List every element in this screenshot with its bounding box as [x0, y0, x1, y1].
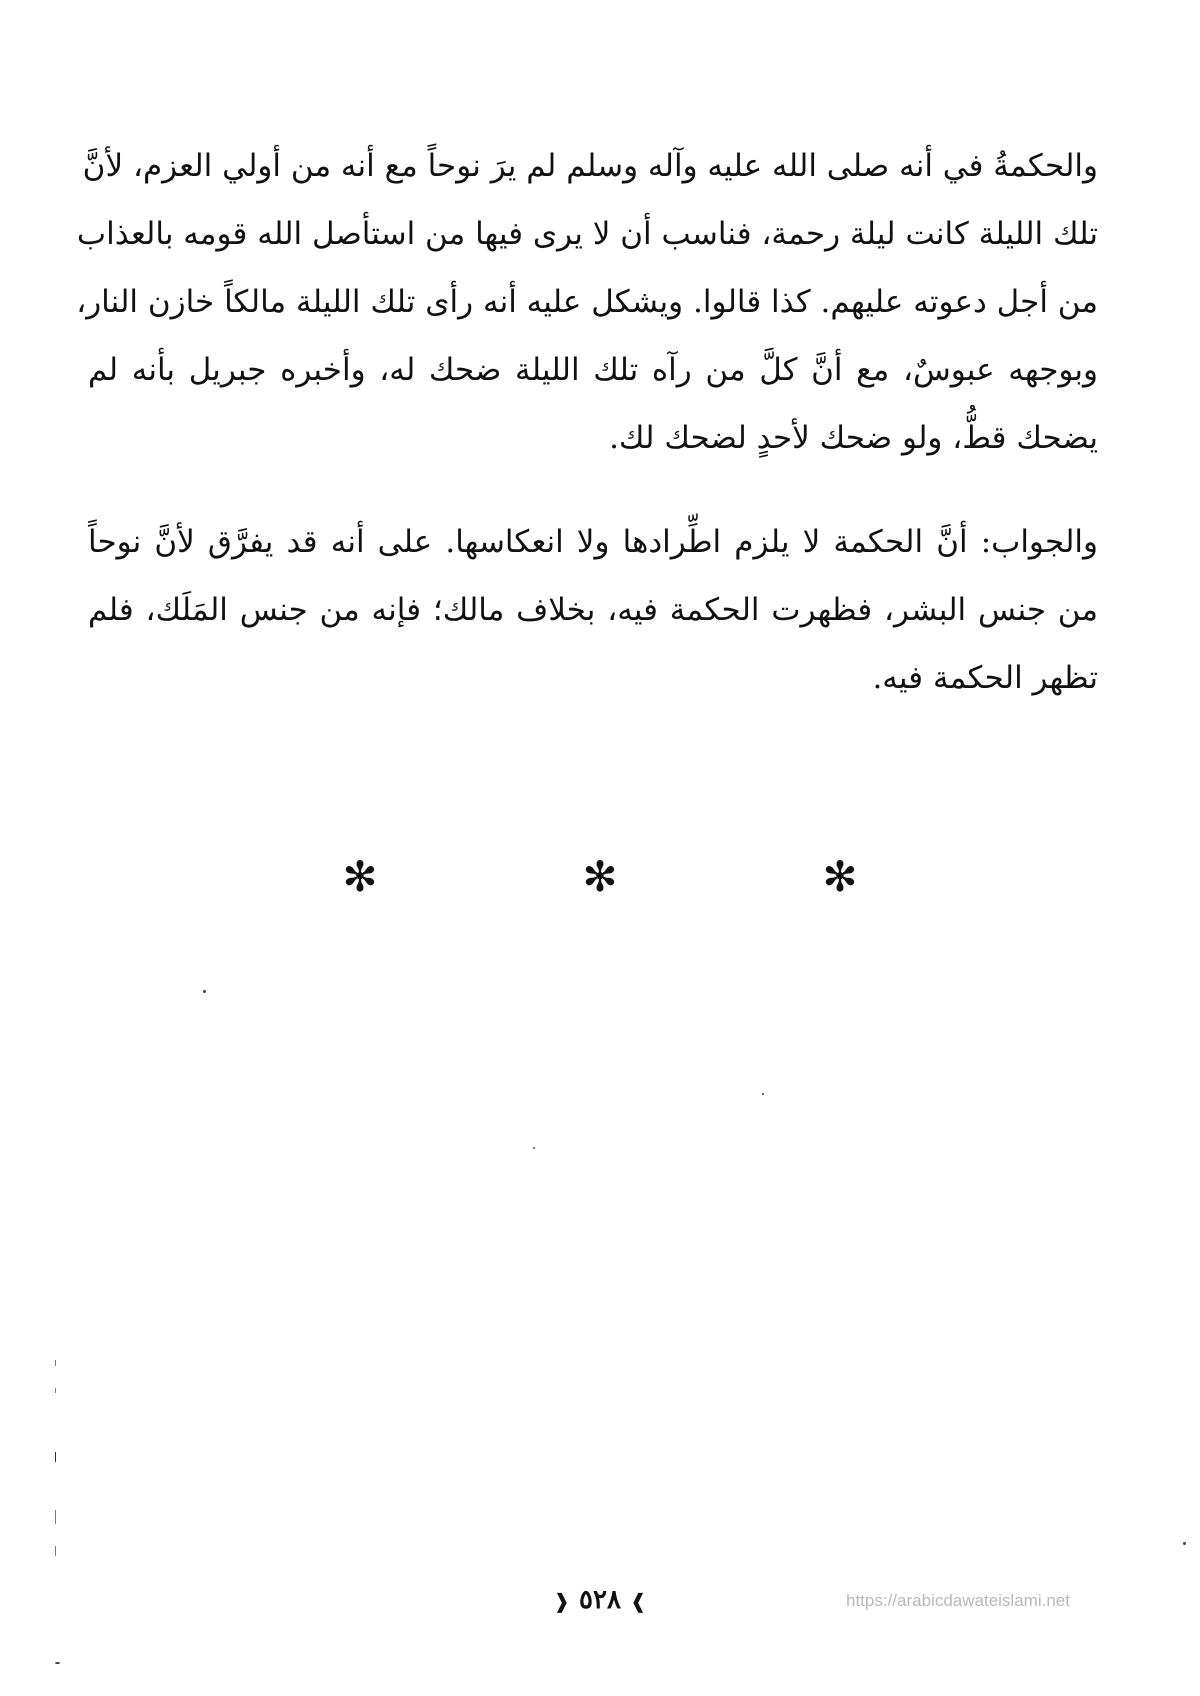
page-number-value: ٥٢٨ [579, 1585, 621, 1615]
section-divider [0, 852, 1200, 915]
scan-speck [203, 990, 206, 993]
scan-mark [55, 1510, 56, 1524]
paragraph-line: من أجل دعوته عليهم. كذا قالوا. ويشكل عليه أنه رأى تلك الليلة مالكاً خازن النار، [76, 284, 1098, 320]
scan-speck [55, 1662, 60, 1664]
scan-speck [762, 1093, 764, 1095]
paragraph-line: يضحك قطُّ، ولو ضحك لأحدٍ لضحك لك. [609, 420, 1098, 456]
page-number [520, 1580, 680, 1620]
watermark-url: https://arabicdawateislami.net [846, 1591, 1070, 1610]
paragraph-line: تلك الليلة كانت ليلة رحمة، فناسب أن لا يرى فيها من استأصل الله قومه بالعذاب [76, 216, 1098, 252]
scan-mark [55, 1452, 56, 1462]
paragraph-2 [88, 508, 1098, 712]
paragraph-line: تظهر الحكمة فيه. [872, 660, 1098, 696]
scan-speck [533, 1147, 535, 1149]
scan-mark [55, 1546, 56, 1556]
paragraph-1 [76, 132, 1098, 472]
paragraph-line: والجواب: أنَّ الحكمة لا يلزم اطِّرادها ولا انعكاسها. على أنه قد يفرَّق لأنَّ نوحاً [88, 524, 1098, 560]
paragraph-line: والحكمةُ في أنه صلى الله عليه وآله وسلم لم يرَ نوحاً مع أنه من أولي العزم، لأنَّ [82, 148, 1098, 184]
scan-mark [55, 1360, 56, 1366]
asterisk-ornament-icon: ✻ [582, 852, 618, 901]
scan-mark [55, 1388, 56, 1393]
bracket-right-icon: ❱ [630, 1589, 647, 1613]
asterisk-ornament-icon: ✻ [342, 852, 378, 901]
scan-speck [1183, 1542, 1186, 1545]
bracket-left-icon: ❰ [553, 1589, 570, 1613]
paragraph-line: من جنس البشر، فظهرت الحكمة فيه، بخلاف مالك؛ فإنه من جنس المَلَك، فلم [88, 592, 1098, 628]
paragraph-line: وبوجهه عبوسٌ، مع أنَّ كلَّ من رآه تلك الليلة ضحك له، وأخبره جبريل بأنه لم [88, 352, 1098, 388]
asterisk-ornament-icon: ✻ [822, 852, 858, 901]
